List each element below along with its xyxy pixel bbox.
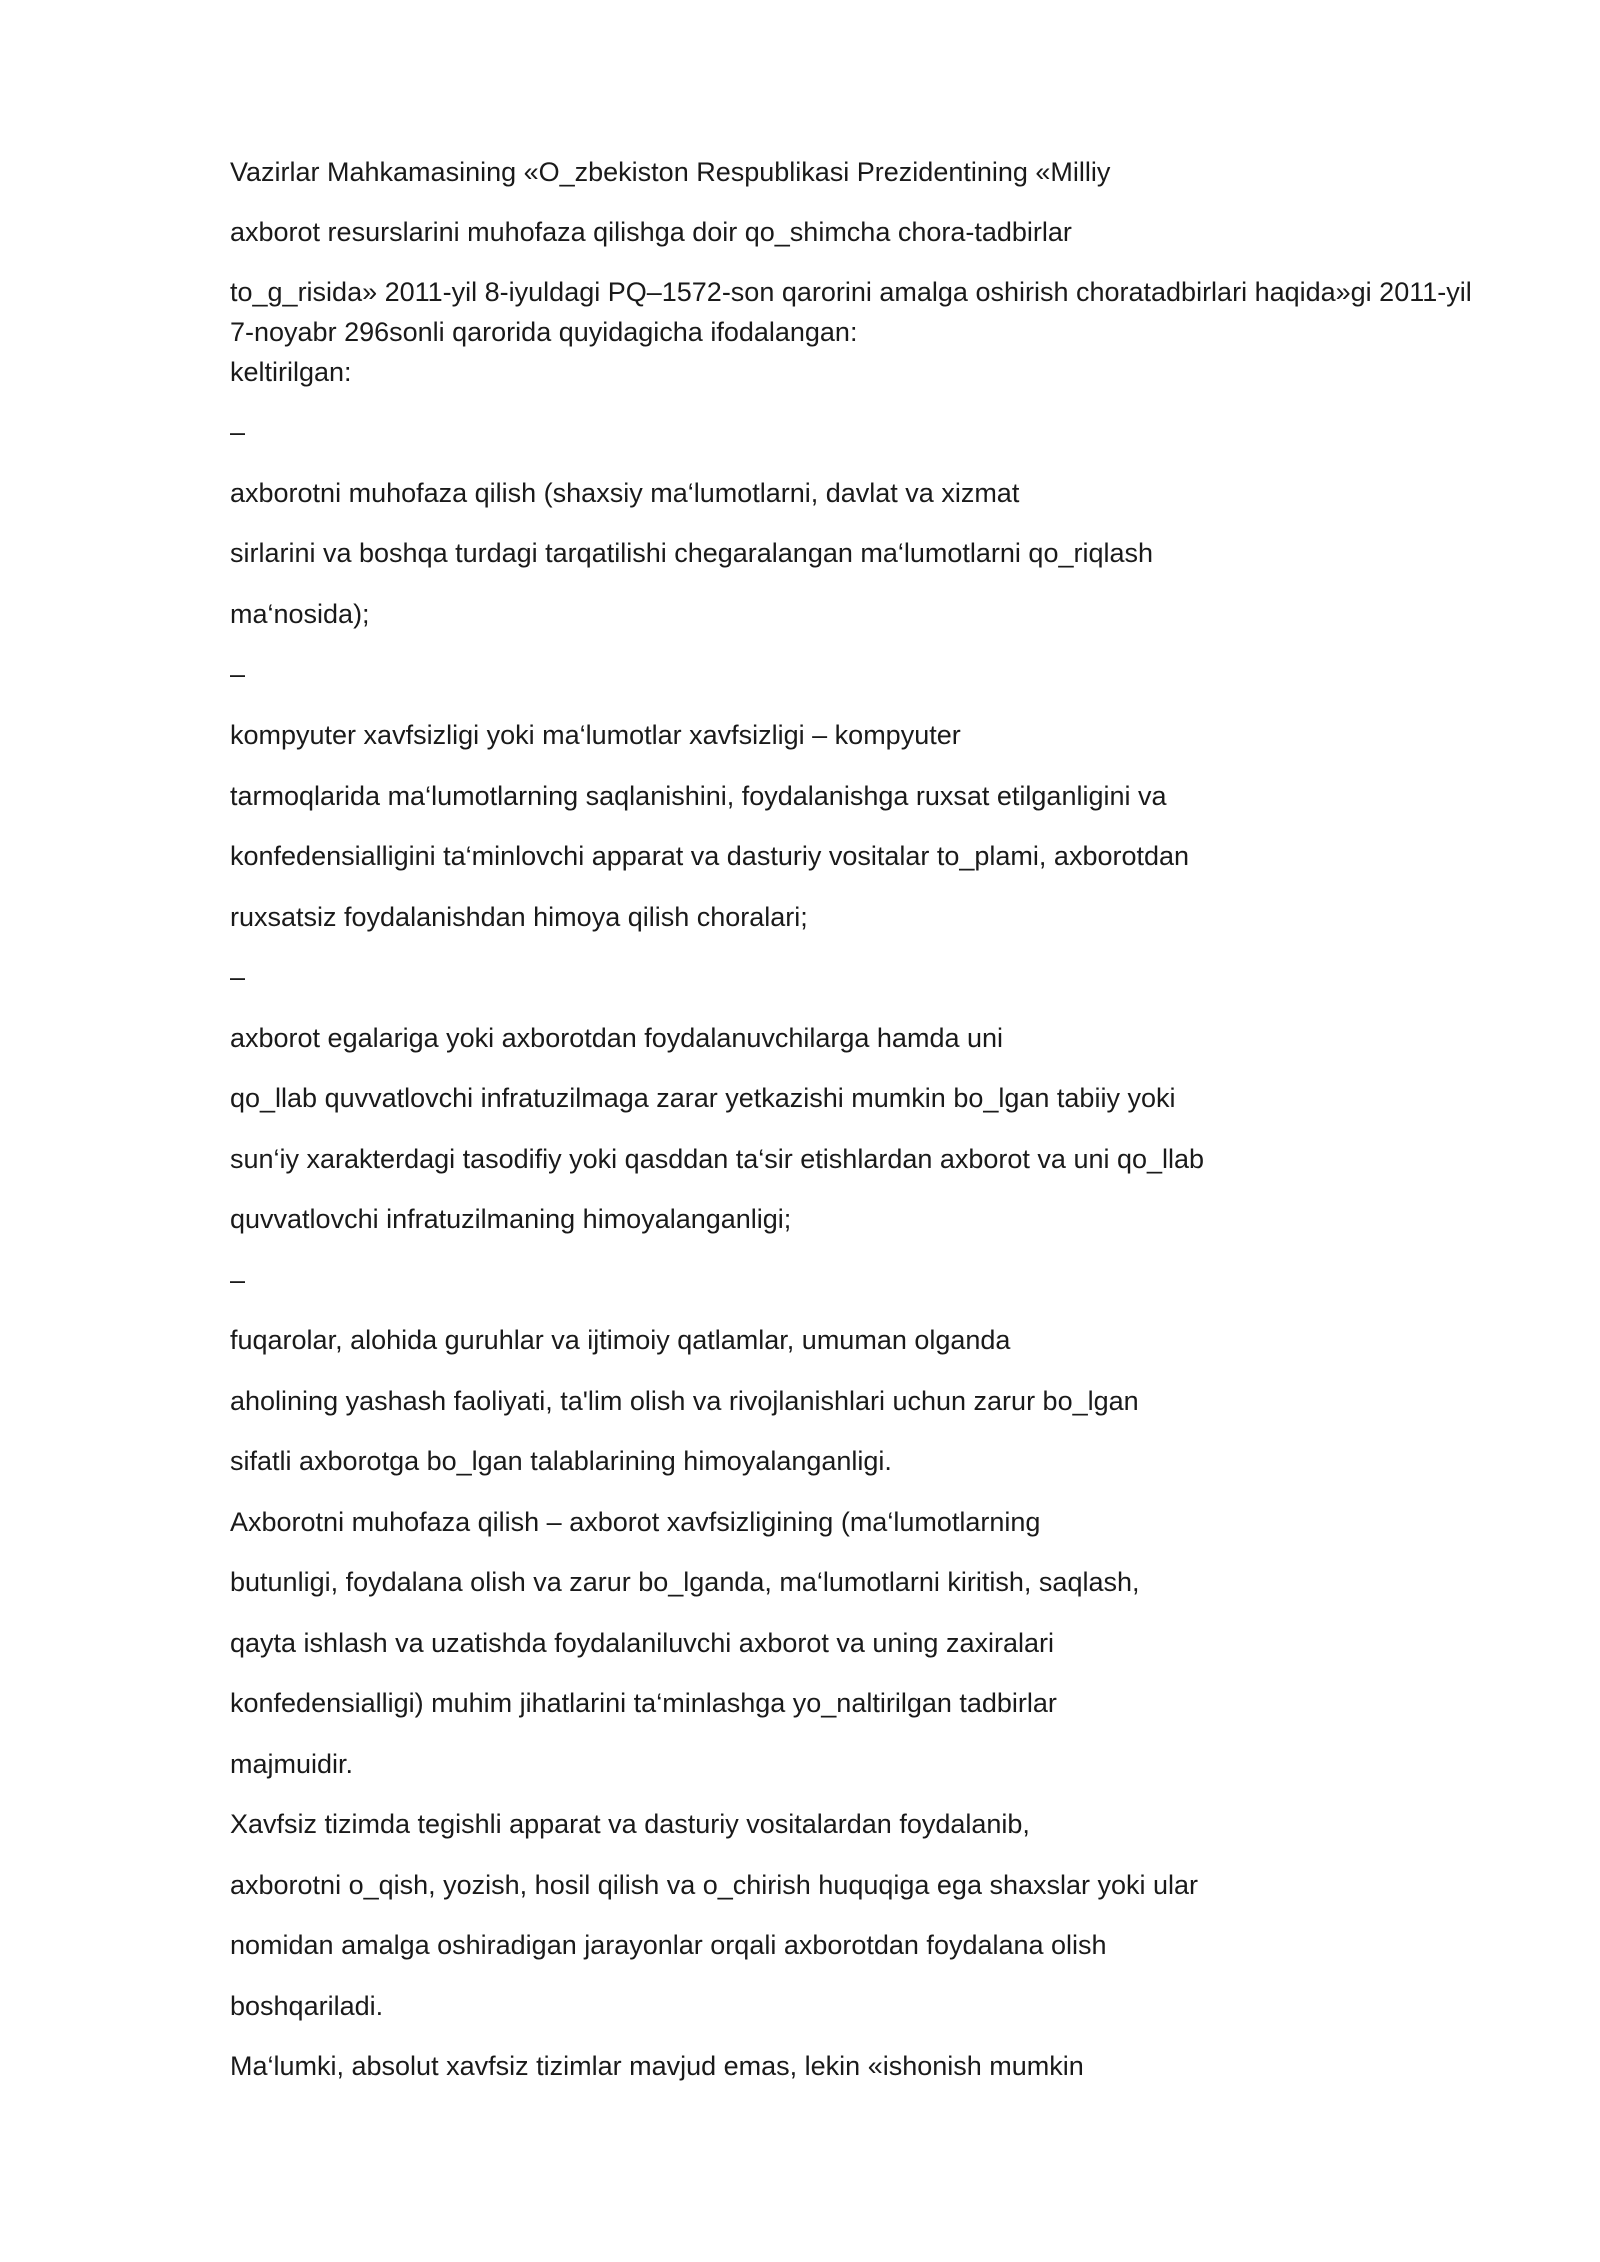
text-line: ma‘nosida); <box>230 599 370 629</box>
text-line: Vazirlar Mahkamasining «O_zbekiston Respublikasi Prezidentining «Milliy <box>230 157 1111 187</box>
text-line: sifatli axborotga bo_lgan talablarining himoyalanganligi. <box>230 1446 892 1476</box>
text-line: axborot resurslarini muhofaza qilishga doir qo_shimcha chora-tadbirlar <box>230 217 1072 247</box>
text-line: qo_llab quvvatlovchi infratuzilmaga zarar yetkazishi mumkin bo_lgan tabiiy yoki <box>230 1083 1176 1113</box>
text-line: nomidan amalga oshiradigan jarayonlar orqali axborotdan foydalana olish <box>230 1930 1107 1960</box>
text-line: Ma‘lumki, absolut xavfsiz tizimlar mavjud emas, lekin «ishonish mumkin <box>230 2051 1084 2081</box>
text-line: tarmoqlarida ma‘lumotlarning saqlanishini, foydalanishga ruxsat etilganligini va <box>230 781 1167 811</box>
text-line: sirlarini va boshqa turdagi tarqatilishi chegaralangan ma‘lumotlarni qo_riqlash <box>230 538 1154 568</box>
text-line: keltirilgan: <box>230 357 352 387</box>
text-line: to_g_risida» 2011-yil 8-iyuldagi PQ–1572-son qarorini amalga oshirish choratadbirlari haqida»gi 2011-yil <box>230 277 1472 307</box>
text-line: qayta ishlash va uzatishda foydalaniluvchi axborot va uning zaxiralari <box>230 1628 1054 1658</box>
text-line: axborotni muhofaza qilish (shaxsiy ma‘lumotlarni, davlat va xizmat <box>230 478 1020 508</box>
text-line: sun‘iy xarakterdagi tasodifiy yoki qasddan ta‘sir etishlardan axborot va uni qo_llab <box>230 1144 1205 1174</box>
text-line: Xavfsiz tizimda tegishli apparat va dasturiy vositalardan foydalanib, <box>230 1809 1030 1839</box>
text-line: kompyuter xavfsizligi yoki ma‘lumotlar xavfsizligi – kompyuter <box>230 720 961 750</box>
text-line: konfedensialligi) muhim jihatlarini ta‘minlashga yo_naltirilgan tadbirlar <box>230 1688 1057 1718</box>
text-line: 7-noyabr 296sonli qarorida quyidagicha ifodalangan: <box>230 317 858 347</box>
list-dash: – <box>230 417 246 447</box>
text-line: majmuidir. <box>230 1749 354 1779</box>
list-dash: – <box>230 1265 246 1295</box>
list-dash: – <box>230 962 246 992</box>
text-line: butunligi, foydalana olish va zarur bo_lganda, ma‘lumotlarni kiritish, saqlash, <box>230 1567 1140 1597</box>
text-line: axborotni o_qish, yozish, hosil qilish va o_chirish huquqiga ega shaxslar yoki ular <box>230 1870 1199 1900</box>
text-line: axborot egalariga yoki axborotdan foydalanuvchilarga hamda uni <box>230 1023 1004 1053</box>
text-line: boshqariladi. <box>230 1991 384 2021</box>
list-dash: – <box>230 659 246 689</box>
text-line: ruxsatsiz foydalanishdan himoya qilish choralari; <box>230 902 808 932</box>
text-line: aholining yashash faoliyati, ta'lim olish va rivojlanishlari uchun zarur bo_lgan <box>230 1386 1139 1416</box>
text-line: quvvatlovchi infratuzilmaning himoyalanganligi; <box>230 1204 792 1234</box>
text-line: fuqarolar, alohida guruhlar va ijtimoiy qatlamlar, umuman olganda <box>230 1325 1011 1355</box>
text-line: konfedensialligini ta‘minlovchi apparat va dasturiy vositalar to_plami, axborotdan <box>230 841 1190 871</box>
text-line: Axborotni muhofaza qilish – axborot xavfsizligining (ma‘lumotlarning <box>230 1507 1041 1537</box>
